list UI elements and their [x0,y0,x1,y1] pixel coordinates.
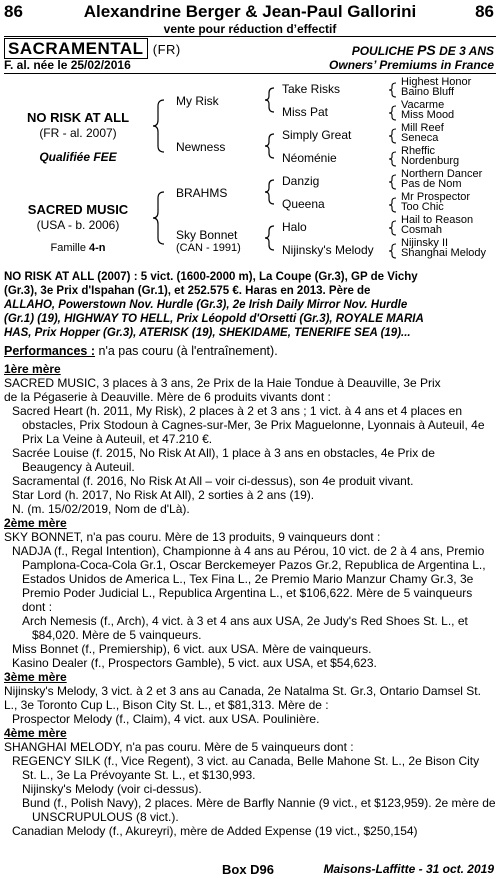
g3-1: Miss Pat [282,105,329,119]
pedigree-braces-gen1 [150,74,170,266]
section-paragraph: de la Pégaserie à Deauville. Mère de 6 produits vivants dont : [4,390,331,404]
section-paragraph: Arch Nemesis (f., Arch), 4 vict. à 3 et 4 ans aux USA, 2e Judy's Red Shoes St. L., et $84,020. Mère de 5 vainqueurs. [22,614,468,642]
g3-2: Simply Great [282,128,352,142]
g3-6: Halo [282,220,307,234]
g4-pair-5: Mr Prospector Too Chic [401,191,471,213]
dam-family: Famille 4-n [50,242,106,254]
section-paragraph: Star Lord (h. 2017, No Risk At All), 2 sorties à 2 ans (19). [12,488,315,502]
g3-7: Nijinsky's Melody [282,243,374,257]
sale-subtitle: vente pour réduction d’effectif [163,22,337,36]
section-paragraph: Nijinsky's Melody, 3 vict. à 2 et 3 ans au Canada, 2e Natalma St. Gr.3, Ontario Damsel St. L., 3e Toronto Cup L., Bison City St. L., et $81,313. Mère de : [4,684,481,712]
page-header [0,2,500,36]
section-paragraph: Sacred Heart (h. 2011, My Risk), 2 places à 2 et 3 ans ; 1 vict. à 4 ans et 4 places en obstacles, Prix Stodoun à Cagnes-sur-Mer, 3e Prix Maguelonne, Lyonnais à Auteuil, 4e Prix La Veine à Auteuil, et 47.210 €. [12,404,485,446]
g3-0: Take Risks [282,82,341,96]
pedigree-braces-gen2 [262,74,280,266]
pedigree-braces-gen3 [386,74,400,266]
sire-name: NO RISK AT ALL [26,110,130,125]
g2-sky-bonnet-info: (CAN - 1991) [176,242,241,254]
g4-pair-2: Mill Reef Seneca [401,122,444,144]
sire-summary: NO RISK AT ALL (2007) : 5 vict. (1600-2000 m), La Coupe (Gr.3), GP de Vichy (Gr.3), 3e Prix d'Ispahan (Gr.1), et 252.575 €. Haras en 2013. Père de ALLAHO, Powerstown Nov. Hurdle (Gr.3), 2e Irish Daily Mirror Nov. Hurdle (Gr.1) (19), HIGHWAY TO HELL, Prix Léopold d'Orsetti (Gr.3), ROYALE MARIA HAS, Prix Hopper (Gr.3), ATERISK (19), SHEKIDAME, TENERIFE SEA (19)... [4,271,424,339]
horse-name-block [4,39,181,59]
section-paragraph: Canadian Melody (f., Akureyri), mère de Added Expense (19 vict., $250,154) [12,824,418,838]
g4-pair-3: Rheffic Nordenburg [401,145,460,167]
performances-text: n'a pas couru (à l'entraînement). [95,344,278,358]
dam-name: SACRED MUSIC [27,202,129,217]
g2-brahms: BRAHMS [176,186,228,200]
section-paragraph: Prospector Melody (f., Claim), 4 vict. aux USA. Poulinière. [12,712,320,726]
lot-number-right: 86 [475,2,494,21]
g4-pair-7: Nijinsky II Shanghai Melody [401,237,487,259]
section-paragraph: N. (m. 15/02/2019, Nom de d'Là). [12,502,190,516]
horse-birth: F. al. née le 25/02/2016 [4,58,131,72]
lot-number-left: 86 [4,2,23,21]
section-paragraph: SHANGHAI MELODY, n'a pas couru. Mère de 5 vainqueurs dont : [4,740,354,754]
owners-premiums: Owners’ Premiums in France [329,58,494,72]
section-title: 4ème mère [4,726,67,740]
section-paragraph: Kasino Dealer (f., Prospectors Gamble), 5 vict. aux USA, et $54,623. [12,656,377,670]
section-paragraph: REGENCY SILK (f., Vice Regent), 3 vict. au Canada, Belle Mahone St. L., 2e Bison City St. L., 3e La Prévoyante St. L., et $130,993. [12,754,480,782]
g4-pair-0: Highest Honor Baino Bluff [401,76,472,98]
footer-box: Box D96 [222,862,275,877]
dam-info: (USA - b. 2006) [36,218,120,232]
g4-pair-4: Northern Dancer Pas de Nom [401,168,483,190]
dam-line-sections [4,362,496,838]
vendors-title: Alexandrine Berger & Jean-Paul Gallorini [83,2,417,21]
section-paragraph: Sacramental (f. 2016, No Risk At All – voir ci-dessus), son 4e produit vivant. [12,474,414,488]
section-title: 1ère mère [4,362,61,376]
section-paragraph: Nijinsky's Melody (voir ci-dessus). [22,782,202,796]
g3-3: Néoménie [282,151,337,165]
horse-type: POULICHE PS DE 3 ANS [351,42,494,58]
ps-mark: PS [417,42,436,58]
section-paragraph: NADJA (f., Regal Intention), Championne à 4 ans au Pérou, 10 vict. de 2 à 4 ans, Premio Pamplona-Coca-Cola Gr.1, Oscar Berckemeyer Pazos Gr.2, Republica de Argentina L., Estados Unidos de America L., Tex Fina L., 2e Premio Mario Manzur Chamy Gr.3, 3e Premio Poder Judicial L., Republica Argentina L., et $106,622. Mère de 5 vainqueurs dont : [12,544,486,614]
sire-note: Qualifiée FEE [39,150,117,164]
performances [4,344,496,358]
horse-country: (FR) [152,42,181,57]
section-title: 3ème mère [4,670,67,684]
g3-4: Danzig [282,174,320,188]
g2-sky-bonnet: Sky Bonnet [176,228,238,242]
g2-newness: Newness [176,140,226,154]
section-paragraph: Bund (f., Polish Navy), 2 places. Mère de Barfly Nannie (9 vict., et $123,959). 2e mère de UNSCRUPULOUS (8 vict.). [22,796,496,824]
section-paragraph: SACRED MUSIC, 3 places à 3 ans, 2e Prix de la Haie Tondue à Deauville, 3e Prix [4,376,441,390]
section-paragraph: Sacrée Louise (f. 2015, No Risk At All), 1 place à 3 ans en obstacles, 4e Prix de Beaugency à Auteuil. [12,446,435,474]
g2-my-risk: My Risk [176,94,219,108]
sire-info: (FR - al. 2007) [39,126,117,140]
footer-place-date: Maisons-Laffitte - 31 oct. 2019 [323,862,494,876]
g4-pair-1: Vacarme Miss Mood [401,99,455,121]
pedigree [0,74,500,266]
section-paragraph: SKY BONNET, n'a pas couru. Mère de 13 produits, 9 vainqueurs dont : [4,530,381,544]
g4-pair-6: Hail to Reason Cosmah [401,214,474,236]
section-title: 2ème mère [4,516,67,530]
header-rule [4,36,496,37]
section-paragraph: Miss Bonnet (f., Premiership), 6 vict. aux USA. Mère de vainqueurs. [12,642,372,656]
g3-5: Queena [282,197,325,211]
horse-name: SACRAMENTAL [4,38,148,59]
performances-label: Performances : [4,344,96,358]
